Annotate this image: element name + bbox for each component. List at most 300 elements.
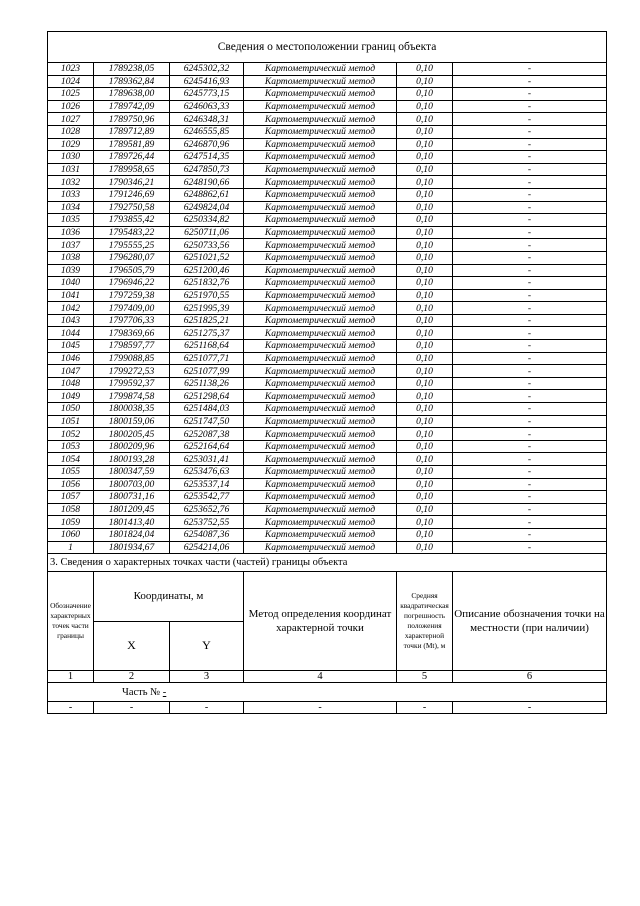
desc-cell: -: [453, 176, 607, 189]
method-cell: Картометрический метод: [244, 239, 397, 252]
mt-cell: 0,10: [397, 340, 453, 353]
mt-cell: 0,10: [397, 251, 453, 264]
empty-cell: -: [244, 702, 397, 714]
point-number: 1: [48, 541, 94, 554]
coord-y: 6253542,77: [170, 491, 244, 504]
desc-cell: -: [453, 453, 607, 466]
method-cell: Картометрический метод: [244, 75, 397, 88]
empty-cell: -: [397, 702, 453, 714]
table-row: [48, 528, 607, 541]
point-number: 1056: [48, 478, 94, 491]
coord-x: 1789581,89: [94, 138, 170, 151]
mt-cell: 0,10: [397, 201, 453, 214]
document-frame: [47, 31, 606, 714]
desc-cell: -: [453, 239, 607, 252]
mt-cell: 0,10: [397, 327, 453, 340]
method-cell: Картометрический метод: [244, 365, 397, 378]
point-number: 1039: [48, 264, 94, 277]
coord-y: 6246870,96: [170, 138, 244, 151]
table-row: [48, 327, 607, 340]
method-cell: Картометрический метод: [244, 302, 397, 315]
point-number: 1047: [48, 365, 94, 378]
coord-y: 6246063,33: [170, 100, 244, 113]
coord-y: 6251077,71: [170, 352, 244, 365]
coord-y: 6251077,99: [170, 365, 244, 378]
mt-cell: 0,10: [397, 377, 453, 390]
coord-x: 1792750,58: [94, 201, 170, 214]
method-cell: Картометрический метод: [244, 528, 397, 541]
coord-x: 1789726,44: [94, 151, 170, 164]
table-row: [48, 201, 607, 214]
method-cell: Картометрический метод: [244, 201, 397, 214]
point-number: 1053: [48, 440, 94, 453]
coord-x: 1789362,84: [94, 75, 170, 88]
coord-y: 6251995,39: [170, 302, 244, 315]
method-cell: Картометрический метод: [244, 88, 397, 101]
point-number: 1024: [48, 75, 94, 88]
desc-cell: -: [453, 113, 607, 126]
table-row: [48, 453, 607, 466]
method-cell: Картометрический метод: [244, 390, 397, 403]
desc-cell: -: [453, 327, 607, 340]
table-row: [48, 113, 607, 126]
method-cell: Картометрический метод: [244, 125, 397, 138]
coord-y: 6254087,36: [170, 528, 244, 541]
desc-cell: -: [453, 466, 607, 479]
mt-cell: 0,10: [397, 403, 453, 416]
point-number: 1044: [48, 327, 94, 340]
table-row: [48, 226, 607, 239]
coord-y: 6251970,55: [170, 289, 244, 302]
table-row: [48, 289, 607, 302]
point-number: 1035: [48, 214, 94, 227]
point-number: 1046: [48, 352, 94, 365]
mt-cell: 0,10: [397, 528, 453, 541]
coord-x: 1800038,35: [94, 403, 170, 416]
method-cell: Картометрический метод: [244, 478, 397, 491]
coord-y: 6248862,61: [170, 188, 244, 201]
point-number: 1060: [48, 528, 94, 541]
point-number: 1052: [48, 428, 94, 441]
table-row: [48, 365, 607, 378]
coord-x: 1789238,05: [94, 63, 170, 76]
mt-cell: 0,10: [397, 88, 453, 101]
point-number: 1038: [48, 251, 94, 264]
col-number: 2: [94, 671, 170, 683]
table-row: [48, 503, 607, 516]
mt-cell: 0,10: [397, 491, 453, 504]
table-row: [48, 277, 607, 290]
table-row: [48, 415, 607, 428]
mt-cell: 0,10: [397, 239, 453, 252]
method-cell: Картометрический метод: [244, 63, 397, 76]
part-value: -: [162, 686, 167, 698]
coord-y: 6247514,35: [170, 151, 244, 164]
point-number: 1037: [48, 239, 94, 252]
coord-x: 1800703,00: [94, 478, 170, 491]
desc-cell: -: [453, 214, 607, 227]
col-mt-header: Средняя квадратическая погрешность положения характерной точки (Mt), м: [397, 572, 453, 671]
point-number: 1032: [48, 176, 94, 189]
coord-y: 6245773,15: [170, 88, 244, 101]
coord-x: 1801824,04: [94, 528, 170, 541]
desc-cell: -: [453, 163, 607, 176]
method-cell: Картометрический метод: [244, 403, 397, 416]
desc-cell: -: [453, 415, 607, 428]
method-cell: Картометрический метод: [244, 314, 397, 327]
mt-cell: 0,10: [397, 277, 453, 290]
desc-cell: -: [453, 63, 607, 76]
method-cell: Картометрический метод: [244, 503, 397, 516]
coord-y: 6254214,06: [170, 541, 244, 554]
col-number: 1: [48, 671, 94, 683]
point-number: 1050: [48, 403, 94, 416]
point-number: 1054: [48, 453, 94, 466]
coord-y: 6251168,64: [170, 340, 244, 353]
coord-x: 1796280,07: [94, 251, 170, 264]
point-number: 1030: [48, 151, 94, 164]
coord-y: 6253031,41: [170, 453, 244, 466]
point-number: 1028: [48, 125, 94, 138]
coord-x: 1789638,00: [94, 88, 170, 101]
col-coords-header: Координаты, м: [94, 572, 244, 622]
coord-x: 1801209,45: [94, 503, 170, 516]
coord-y: 6253652,76: [170, 503, 244, 516]
mt-cell: 0,10: [397, 503, 453, 516]
table-row: [48, 176, 607, 189]
mt-cell: 0,10: [397, 226, 453, 239]
coord-y: 6251138,26: [170, 377, 244, 390]
mt-cell: 0,10: [397, 390, 453, 403]
point-number: 1059: [48, 516, 94, 529]
coord-y: 6250334,82: [170, 214, 244, 227]
mt-cell: 0,10: [397, 163, 453, 176]
coord-x: 1789958,65: [94, 163, 170, 176]
desc-cell: -: [453, 251, 607, 264]
coord-x: 1789742,09: [94, 100, 170, 113]
point-number: 1040: [48, 277, 94, 290]
coord-y: 6245416,93: [170, 75, 244, 88]
method-cell: Картометрический метод: [244, 466, 397, 479]
method-cell: Картометрический метод: [244, 100, 397, 113]
method-cell: Картометрический метод: [244, 113, 397, 126]
desc-cell: -: [453, 138, 607, 151]
mt-cell: 0,10: [397, 466, 453, 479]
table-row: [48, 251, 607, 264]
method-cell: Картометрический метод: [244, 541, 397, 554]
mt-cell: 0,10: [397, 100, 453, 113]
table-row: [48, 75, 607, 88]
desc-cell: -: [453, 541, 607, 554]
coord-x: 1795555,25: [94, 239, 170, 252]
table-row: [48, 541, 607, 554]
coord-y: 6251747,50: [170, 415, 244, 428]
desc-cell: -: [453, 390, 607, 403]
mt-cell: 0,10: [397, 428, 453, 441]
coord-x: 1790346,21: [94, 176, 170, 189]
desc-cell: -: [453, 100, 607, 113]
table-row: [48, 440, 607, 453]
coord-y: 6252164,64: [170, 440, 244, 453]
point-number: 1055: [48, 466, 94, 479]
coord-x: 1796946,22: [94, 277, 170, 290]
col-desc-header: Описание обозначения точки на местности (при наличии): [453, 572, 607, 671]
table-row: [48, 151, 607, 164]
coord-x: 1797409,00: [94, 302, 170, 315]
method-cell: Картометрический метод: [244, 188, 397, 201]
coord-y: 6245302,32: [170, 63, 244, 76]
desc-cell: -: [453, 491, 607, 504]
empty-cell: -: [170, 702, 244, 714]
mt-cell: 0,10: [397, 264, 453, 277]
desc-cell: -: [453, 365, 607, 378]
desc-cell: -: [453, 503, 607, 516]
col-number: 3: [170, 671, 244, 683]
method-cell: Картометрический метод: [244, 226, 397, 239]
desc-cell: -: [453, 289, 607, 302]
table-row: [48, 239, 607, 252]
table-row: [48, 264, 607, 277]
table-row: [48, 352, 607, 365]
desc-cell: -: [453, 377, 607, 390]
point-number: 1048: [48, 377, 94, 390]
desc-cell: -: [453, 528, 607, 541]
point-number: 1042: [48, 302, 94, 315]
mt-cell: 0,10: [397, 125, 453, 138]
point-number: 1034: [48, 201, 94, 214]
coord-x: 1791246,69: [94, 188, 170, 201]
section-title: Сведения о местоположении границ объекта: [48, 32, 607, 63]
part-label-cell: [48, 683, 607, 702]
coord-y: 6248190,66: [170, 176, 244, 189]
table-row: [48, 125, 607, 138]
coord-y: 6246348,31: [170, 113, 244, 126]
coord-y: 6252087,38: [170, 428, 244, 441]
mt-cell: 0,10: [397, 151, 453, 164]
col-number: 5: [397, 671, 453, 683]
method-cell: Картометрический метод: [244, 289, 397, 302]
coord-x: 1793855,42: [94, 214, 170, 227]
mt-cell: 0,10: [397, 113, 453, 126]
empty-cell: -: [453, 702, 607, 714]
table-row: [48, 403, 607, 416]
mt-cell: 0,10: [397, 214, 453, 227]
table-row: [48, 478, 607, 491]
coord-x: 1797259,38: [94, 289, 170, 302]
coord-y: 6251484,03: [170, 403, 244, 416]
table-row: [48, 314, 607, 327]
method-cell: Картометрический метод: [244, 352, 397, 365]
coord-y: 6251200,46: [170, 264, 244, 277]
mt-cell: 0,10: [397, 352, 453, 365]
point-number: 1027: [48, 113, 94, 126]
coord-y: 6253476,63: [170, 466, 244, 479]
mt-cell: 0,10: [397, 365, 453, 378]
coord-y: 6253537,14: [170, 478, 244, 491]
point-number: 1023: [48, 63, 94, 76]
col-method-header: Метод определения координат характерной точки: [244, 572, 397, 671]
coord-y: 6249824,04: [170, 201, 244, 214]
boundary-table: [47, 31, 607, 554]
mt-cell: 0,10: [397, 176, 453, 189]
point-number: 1033: [48, 188, 94, 201]
coord-y: 6251298,64: [170, 390, 244, 403]
point-number: 1043: [48, 314, 94, 327]
method-cell: Картометрический метод: [244, 491, 397, 504]
table-row: [48, 390, 607, 403]
table-row: [48, 377, 607, 390]
desc-cell: -: [453, 352, 607, 365]
desc-cell: -: [453, 277, 607, 290]
desc-cell: -: [453, 125, 607, 138]
empty-cell: -: [94, 702, 170, 714]
coord-x: 1800205,45: [94, 428, 170, 441]
desc-cell: -: [453, 516, 607, 529]
point-number: 1057: [48, 491, 94, 504]
table-row: [48, 138, 607, 151]
desc-cell: -: [453, 264, 607, 277]
desc-cell: -: [453, 403, 607, 416]
coord-x: 1798369,66: [94, 327, 170, 340]
method-cell: Картометрический метод: [244, 440, 397, 453]
desc-cell: -: [453, 440, 607, 453]
method-cell: Картометрический метод: [244, 428, 397, 441]
mt-cell: 0,10: [397, 541, 453, 554]
desc-cell: -: [453, 151, 607, 164]
col-designation-header: Обозначение характерных точек части границы: [48, 572, 94, 671]
desc-cell: -: [453, 302, 607, 315]
table-row: [48, 163, 607, 176]
coord-x: 1800159,06: [94, 415, 170, 428]
table-row: [48, 214, 607, 227]
table-row: [48, 188, 607, 201]
table-row: [48, 428, 607, 441]
desc-cell: -: [453, 226, 607, 239]
method-cell: Картометрический метод: [244, 138, 397, 151]
coord-x: 1789712,89: [94, 125, 170, 138]
mt-cell: 0,10: [397, 415, 453, 428]
method-cell: Картометрический метод: [244, 377, 397, 390]
desc-cell: -: [453, 314, 607, 327]
desc-cell: -: [453, 188, 607, 201]
table-row: [48, 491, 607, 504]
point-number: 1051: [48, 415, 94, 428]
col-number: 6: [453, 671, 607, 683]
coord-x: 1800193,28: [94, 453, 170, 466]
coord-y: 6251832,76: [170, 277, 244, 290]
point-number: 1029: [48, 138, 94, 151]
col-number: 4: [244, 671, 397, 683]
point-number: 1041: [48, 289, 94, 302]
coord-x: 1799088,85: [94, 352, 170, 365]
coord-x: 1796505,79: [94, 264, 170, 277]
point-number: 1045: [48, 340, 94, 353]
table-row: [48, 302, 607, 315]
table-row: [48, 88, 607, 101]
point-number: 1025: [48, 88, 94, 101]
coord-x: 1800347,59: [94, 466, 170, 479]
mt-cell: 0,10: [397, 75, 453, 88]
coord-x: 1800209,96: [94, 440, 170, 453]
col-y-header: Y: [170, 621, 244, 671]
section3-title: 3. Сведения о характерных точках части (частей) границы объекта: [48, 554, 607, 572]
coord-y: 6253752,55: [170, 516, 244, 529]
table-row: [48, 63, 607, 76]
method-cell: Картометрический метод: [244, 453, 397, 466]
method-cell: Картометрический метод: [244, 264, 397, 277]
coord-x: 1799592,37: [94, 377, 170, 390]
coord-y: 6251021,52: [170, 251, 244, 264]
mt-cell: 0,10: [397, 440, 453, 453]
coord-y: 6247850,73: [170, 163, 244, 176]
mt-cell: 0,10: [397, 453, 453, 466]
mt-cell: 0,10: [397, 302, 453, 315]
method-cell: Картометрический метод: [244, 327, 397, 340]
mt-cell: 0,10: [397, 289, 453, 302]
mt-cell: 0,10: [397, 516, 453, 529]
method-cell: Картометрический метод: [244, 277, 397, 290]
coord-x: 1798597,77: [94, 340, 170, 353]
coord-y: 6250733,56: [170, 239, 244, 252]
mt-cell: 0,10: [397, 138, 453, 151]
coord-y: 6251275,37: [170, 327, 244, 340]
point-number: 1036: [48, 226, 94, 239]
desc-cell: -: [453, 340, 607, 353]
coord-x: 1799874,58: [94, 390, 170, 403]
point-number: 1031: [48, 163, 94, 176]
coord-y: 6251825,21: [170, 314, 244, 327]
point-number: 1049: [48, 390, 94, 403]
desc-cell: -: [453, 75, 607, 88]
table-row: [48, 340, 607, 353]
mt-cell: 0,10: [397, 188, 453, 201]
point-number: 1026: [48, 100, 94, 113]
method-cell: Картометрический метод: [244, 516, 397, 529]
table-row: [48, 466, 607, 479]
point-number: 1058: [48, 503, 94, 516]
method-cell: Картометрический метод: [244, 214, 397, 227]
method-cell: Картометрический метод: [244, 251, 397, 264]
method-cell: Картометрический метод: [244, 176, 397, 189]
method-cell: Картометрический метод: [244, 415, 397, 428]
coord-y: 6250711,06: [170, 226, 244, 239]
desc-cell: -: [453, 478, 607, 491]
mt-cell: 0,10: [397, 478, 453, 491]
col-x-header: X: [94, 621, 170, 671]
method-cell: Картометрический метод: [244, 151, 397, 164]
mt-cell: 0,10: [397, 314, 453, 327]
parts-table: [47, 553, 607, 714]
method-cell: Картометрический метод: [244, 163, 397, 176]
coord-x: 1801413,40: [94, 516, 170, 529]
desc-cell: -: [453, 88, 607, 101]
table-row: [48, 516, 607, 529]
desc-cell: -: [453, 201, 607, 214]
part-label: Часть №: [122, 686, 161, 698]
coord-x: 1801934,67: [94, 541, 170, 554]
coord-x: 1799272,53: [94, 365, 170, 378]
mt-cell: 0,10: [397, 63, 453, 76]
table-row: [48, 100, 607, 113]
coord-y: 6246555,85: [170, 125, 244, 138]
coord-x: 1789750,96: [94, 113, 170, 126]
method-cell: Картометрический метод: [244, 340, 397, 353]
coord-x: 1797706,33: [94, 314, 170, 327]
empty-cell: -: [48, 702, 94, 714]
coord-x: 1800731,16: [94, 491, 170, 504]
desc-cell: -: [453, 428, 607, 441]
coord-x: 1795483,22: [94, 226, 170, 239]
